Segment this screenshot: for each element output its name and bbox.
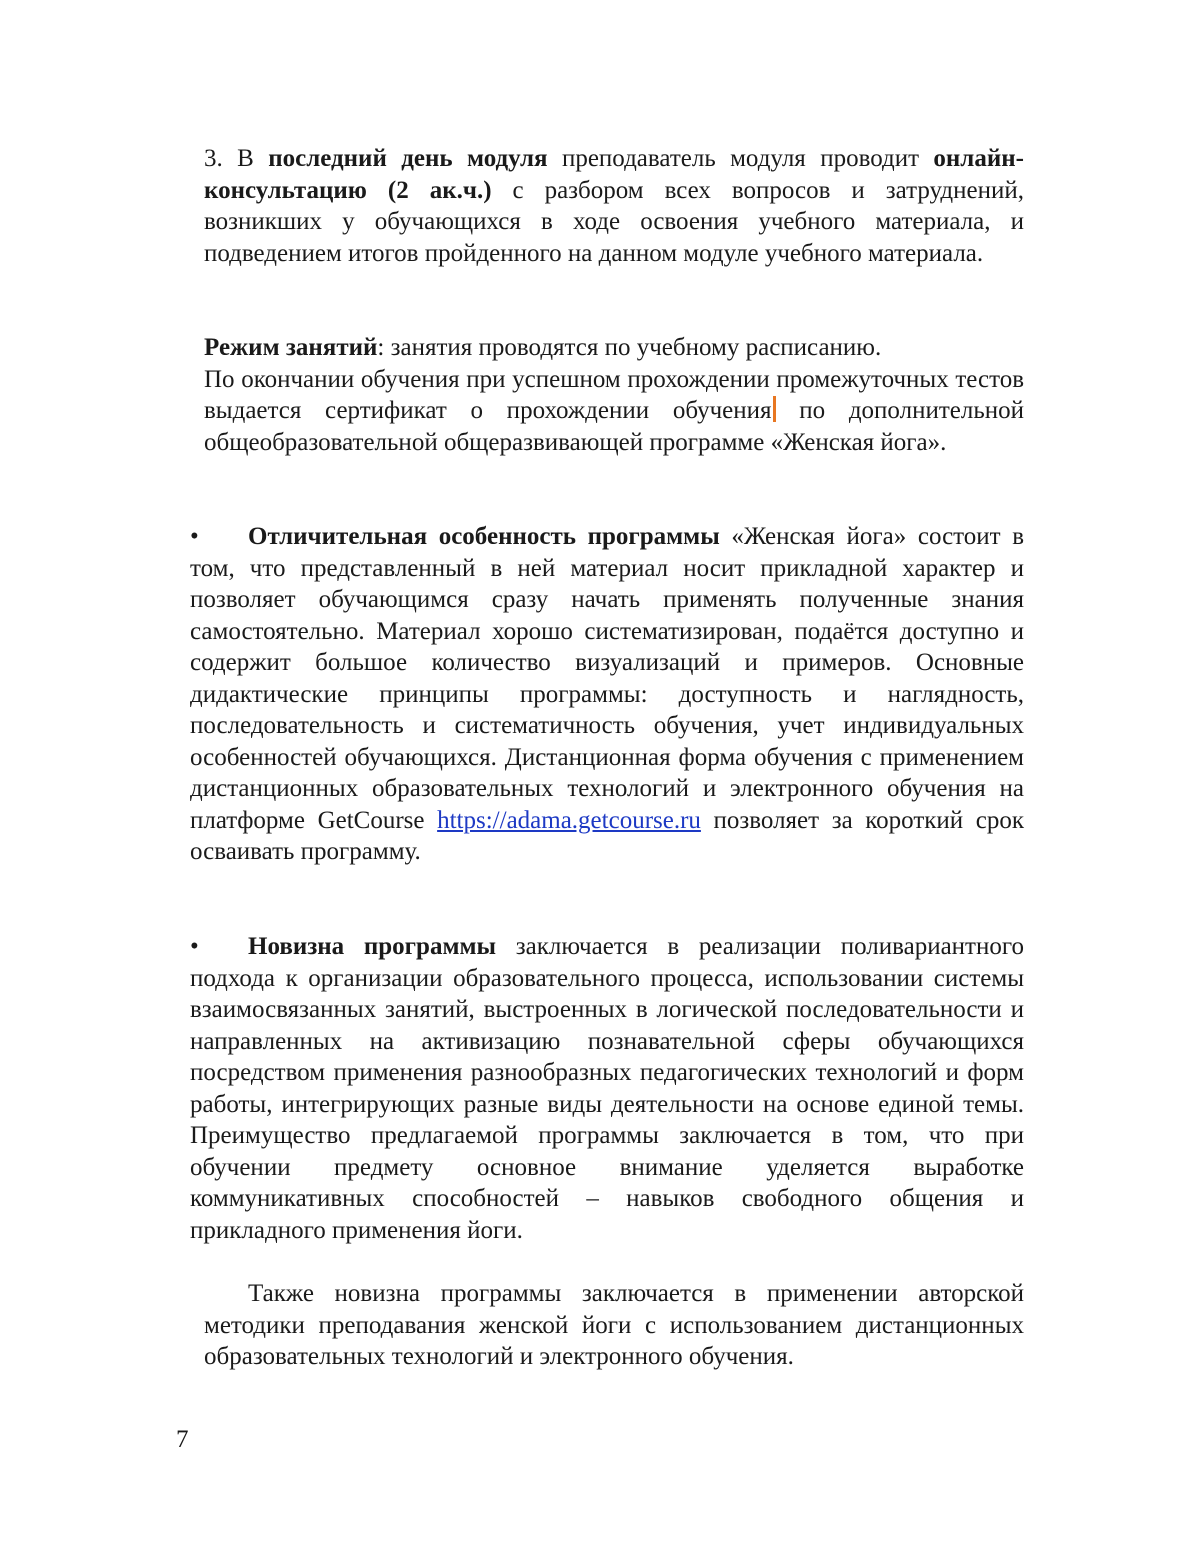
getcourse-link[interactable]: https://adama.getcourse.ru (437, 806, 701, 834)
distinct-text-2: позволяет за короткий срок осваивать программу. (190, 806, 1024, 865)
regime-line (190, 332, 1024, 364)
page-number: 7 (176, 1426, 189, 1453)
consultation-text-2: с разбором всех вопросов и затруднений, возникших у обучающихся в ходе освоения учебного материала, и подведением итогов пройденного на данном модуле учебного материала. (204, 176, 1024, 267)
bullet-icon: • (190, 523, 199, 550)
regime-label: Режим занятий (204, 334, 378, 361)
consultation-text-1: преподаватель модуля проводит (547, 145, 934, 172)
consultation-bold: онлайн-консультацию (2 ак.ч.) (204, 145, 1024, 204)
novelty-bold: Новизна программы (248, 933, 497, 960)
bullet-icon: • (190, 933, 199, 960)
item-number: 3. В (204, 145, 269, 172)
distinct-text-1: «Женская йога» состоит в том, что представленный в ней материал носит прикладной характер и позволяет обучающимся сразу начать применять полученные знания самостоятельно. Материал хорошо систематизирован, подаётся доступно и содержит большое количество визуализаций и примеров. Основные дидактические принципы программы: доступность и наглядность, последовательность и систематичность обучения, учет индивидуальных особенностей обучающихся. Дистанционная форма обучения с применением дистанционных образовательных технологий и электронного обучения на платформе GetCourse (190, 523, 1025, 834)
also-novelty-text: Также новизна программы заключается в применении авторской методики преподавания женской йоги с использованием дистанционных образовательных технологий и электронного обучения. (204, 1280, 1024, 1370)
novelty-paragraph (190, 931, 1024, 1246)
novelty-text: заключается в реализации поливариантного подхода к организации образовательного процесса, использовании системы взаимосвязанных занятий, выстроенных в логической последовательности и направленных на активизацию познавательной сферы обучающихся посредством применения разнообразных педагогических технологий и форм работы, интегрирующих разные виды деятельности на основе единой темы. Преимущество предлагаемой программы заключается в том, что при обучении предмету основное внимание уделяется выработке коммуникативных способностей – навыков свободного общения и прикладного применения йоги. (190, 933, 1024, 1244)
regime-text: : занятия проводятся по учебному расписанию. (377, 334, 882, 361)
distinct-bold: Отличительная особенность программы (248, 523, 720, 550)
regime-section (190, 332, 1024, 458)
also-novelty-paragraph (190, 1278, 1024, 1373)
certificate-text-2: по дополнительной общеобразовательной общеразвивающей программе «Женская йога». (204, 397, 1024, 456)
certificate-paragraph (190, 364, 1024, 459)
certificate-text-1: По окончании обучения при успешном прохождении промежуточных тестов выдается сертификат о прохождении обучения (204, 365, 1024, 424)
paragraph-consultation (204, 143, 1024, 269)
distinct-feature-paragraph (190, 521, 1024, 868)
last-day-bold: последний день модуля (268, 145, 548, 172)
